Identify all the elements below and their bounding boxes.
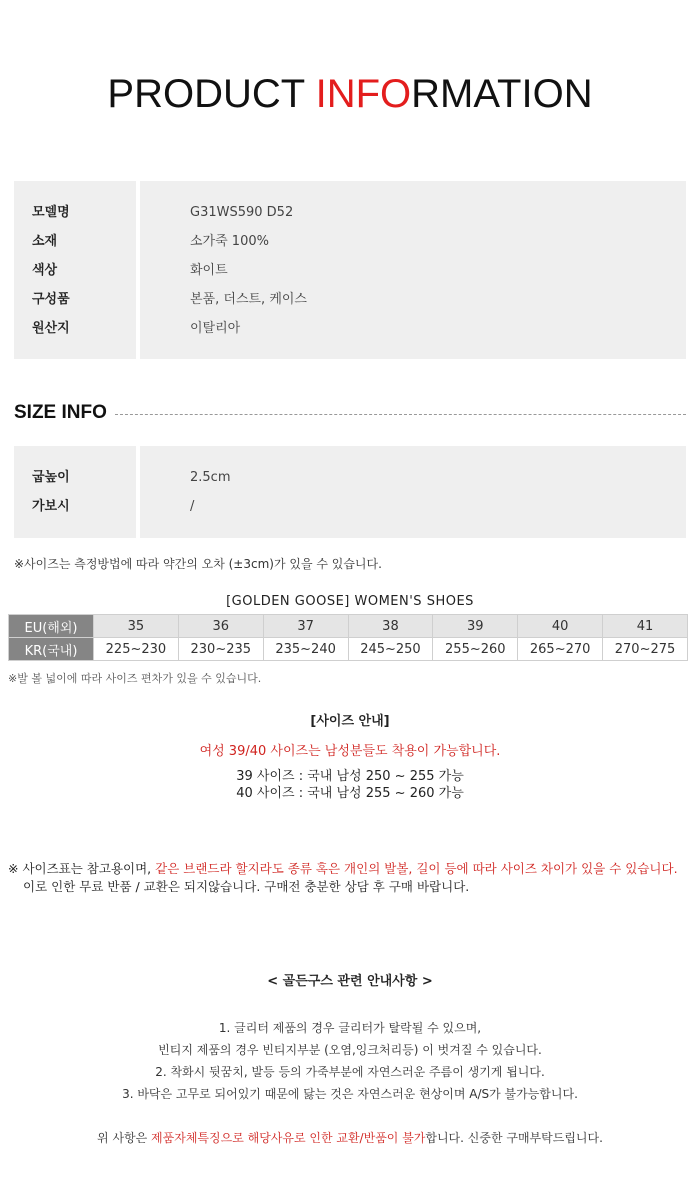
size-chart-notice	[8, 860, 698, 896]
eu-header: EU(해외)	[9, 615, 94, 638]
measurement-note: ※사이즈는 측정방법에 따라 약간의 오차 (±3cm)가 있을 수 있습니다.	[14, 557, 382, 571]
golden-goose-notice-line: 3. 바닥은 고무로 되어있기 때문에 닳는 것은 자연스러운 현상이며 A/S가 불가능합니다.	[122, 1087, 578, 1101]
size-guide-title: [사이즈 안내]	[310, 714, 390, 729]
dashed-divider	[115, 414, 686, 415]
eu-cell: 38	[348, 615, 433, 638]
size-info-title: SIZE INFO	[14, 402, 107, 423]
notice-highlight: 같은 브랜드라 할지라도 종류 혹은 개인의 발볼, 길이 등에 따라 사이즈 차이가 있을 수 있습니다.	[155, 861, 678, 876]
info-value: 이탈리아	[190, 321, 241, 336]
eu-cell: 40	[518, 615, 603, 638]
size-info-values	[140, 446, 686, 538]
info-label: 소재	[32, 234, 58, 249]
size-guide-line: 40 사이즈 : 국내 남성 255 ~ 260 가능	[236, 786, 464, 801]
size-table	[8, 614, 688, 661]
kr-cell: 265~270	[518, 638, 603, 661]
size-label: 굽높이	[32, 470, 70, 485]
info-label: 원산지	[32, 321, 70, 336]
eu-cell: 36	[178, 615, 263, 638]
product-info-values	[140, 181, 686, 359]
kr-row	[9, 638, 688, 661]
eu-cell: 39	[433, 615, 518, 638]
info-value: G31WS590 D52	[190, 205, 294, 220]
size-label: 가보시	[32, 499, 70, 514]
size-guide-line: 39 사이즈 : 국내 남성 250 ~ 255 가능	[236, 769, 464, 784]
kr-cell: 235~240	[263, 638, 348, 661]
kr-cell: 255~260	[433, 638, 518, 661]
info-value: 소가죽 100%	[190, 234, 269, 249]
kr-cell: 270~275	[603, 638, 688, 661]
info-value: 화이트	[190, 263, 228, 278]
info-label: 색상	[32, 263, 58, 278]
notice-prefix: ※ 사이즈표는 참고용이며,	[8, 861, 156, 876]
footer-suffix: 합니다. 신중한 구매부탁드립니다.	[425, 1131, 603, 1145]
golden-goose-notice-line: 2. 착화시 뒷꿈치, 발등 등의 가죽부분에 자연스러운 주름이 생기게 됩니다.	[155, 1065, 545, 1079]
info-value: 본품, 더스트, 케이스	[190, 292, 307, 307]
golden-goose-notice-line: 빈티지 제품의 경우 빈티지부분 (오염,잉크처리등) 이 벗겨질 수 있습니다.	[158, 1043, 542, 1057]
kr-header: KR(국내)	[9, 638, 94, 661]
size-value: 2.5cm	[190, 470, 231, 485]
eu-cell: 41	[603, 615, 688, 638]
foot-width-note: ※발 볼 넓이에 따라 사이즈 편차가 있을 수 있습니다.	[8, 672, 262, 685]
kr-cell: 245~250	[348, 638, 433, 661]
size-info-heading	[14, 402, 686, 424]
title-part2: RMATION	[411, 72, 593, 116]
title-highlight: INFO	[315, 72, 412, 116]
size-value: /	[190, 499, 195, 514]
info-label: 구성품	[32, 292, 70, 307]
eu-cell: 35	[94, 615, 179, 638]
kr-cell: 225~230	[94, 638, 179, 661]
size-info-labels	[14, 446, 136, 538]
title-part1: PRODUCT	[107, 72, 316, 116]
product-info-labels	[14, 181, 136, 359]
kr-cell: 230~235	[178, 638, 263, 661]
product-info-box	[14, 181, 686, 359]
golden-goose-footer	[0, 1129, 700, 1146]
size-table-title: [GOLDEN GOOSE] WOMEN'S SHOES	[226, 594, 474, 609]
footer-prefix: 위 사항은	[97, 1131, 152, 1145]
footer-highlight: 제품자체특징으로 해당사유로 인한 교환/반품이 불가	[151, 1131, 426, 1145]
golden-goose-notice-title: < 골든구스 관련 안내사항 >	[267, 974, 433, 989]
size-guide-highlight: 여성 39/40 사이즈는 남성분들도 착용이 가능합니다.	[199, 744, 501, 759]
info-label: 모델명	[32, 205, 70, 220]
size-info-box	[14, 446, 686, 538]
eu-cell: 37	[263, 615, 348, 638]
notice-line-1	[8, 860, 698, 878]
page-title	[0, 72, 700, 117]
golden-goose-notice-line: 1. 글리터 제품의 경우 글리터가 탈락될 수 있으며,	[218, 1021, 482, 1035]
notice-line-2: 이로 인한 무료 반품 / 교환은 되지않습니다. 구매전 충분한 상담 후 구매 바랍니다.	[23, 879, 470, 894]
eu-row	[9, 615, 688, 638]
